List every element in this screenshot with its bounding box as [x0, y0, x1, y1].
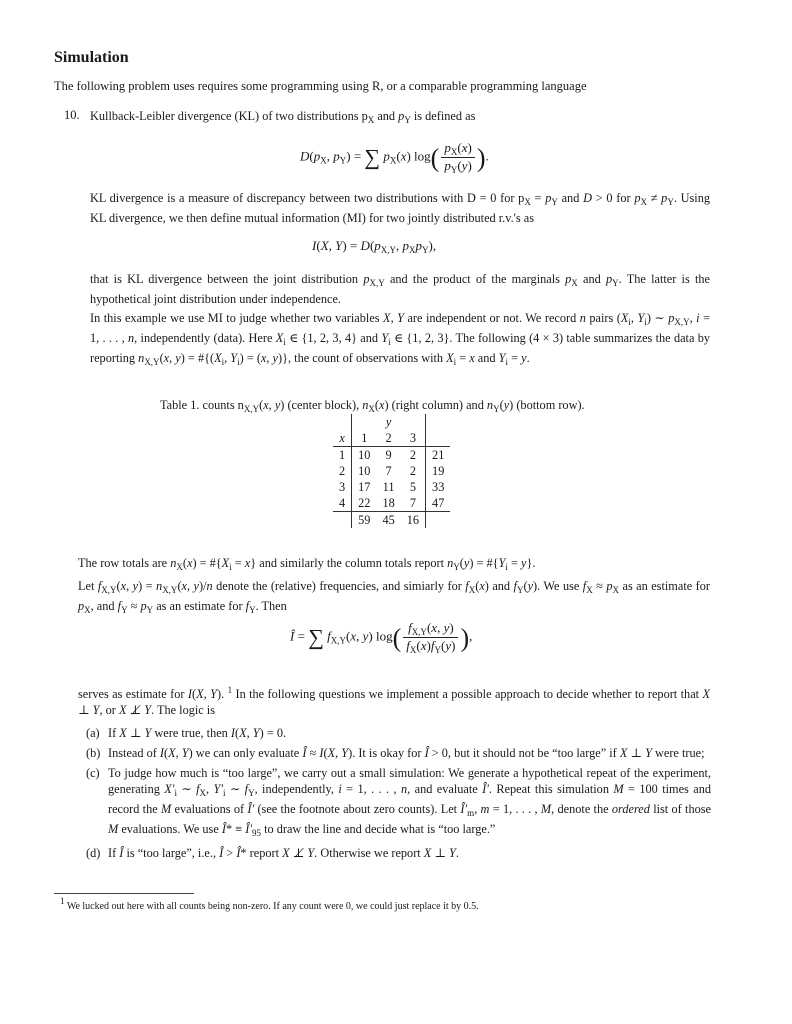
problem-number: 10.: [64, 108, 80, 122]
table-row: 4 22 18 7 47: [333, 495, 450, 512]
counts-table: [333, 414, 450, 528]
col-header: 1: [352, 430, 377, 447]
footnote: 1 We lucked out here with all counts being non-zero. If any count were 0, we could just replace it by 0.5.: [60, 896, 479, 912]
intro-text: The following problem uses requires some programming using R, or a comparable programming language: [54, 79, 587, 93]
table-row: 3 17 11 5 33: [333, 479, 450, 495]
mi-equation: I(X, $Y) = D(p_{X,Y}$, $p_Xp_Y$),: [312, 238, 437, 255]
mi-paragraph: that is KL divergence between the joint distribution $p_{X,Y}$ and the product of the marginals $p_X$ and $p_Y$. The latter is the hypothetical joint distribution under independence.: [90, 272, 710, 306]
kl-equation: $D(p_X$, $p_Y$) = ∑ $p_X(x)$ log( $\frac{p_X(x)}{p_Y(y)}$ ).: [300, 140, 489, 175]
row-totals-text: The row totals are $n_X(x)$ = $\#\{X_i = x\}$ and similarly the column totals report $n_Y(y)$ = $\#\{Y_i = y\}$.: [78, 556, 536, 572]
estimates-text: Let $f_{X,Y}(x$, $y) = n_{X,Y}(x$, y)/n denote the (relative) frequencies, and simiarly for $f_X(x)$ and $f_Y(y)$. We use $f_X \approx p_X$ as an estimate for $p_X$, and $f_Y \approx p_Y$ as an estimate for $f_Y$. Then: [78, 579, 710, 615]
table-caption: Table 1. counts $n_{X,Y}(x$, y) (center block), $n_X(x)$ (right column) and $n_Y(y)$ (bottom row).: [160, 398, 585, 414]
totals-row: 59 45 16: [333, 512, 450, 529]
section-title: Simulation: [54, 49, 129, 66]
list-item: (c) To judge how much is “too large”, we carry out a small simulation: We generate a hypothetical repeat of the experiment, generating $X'_i$ ∼ $f_X$, $Y'_i$ ∼ $f_Y$, independently, i = 1, . . . , n, and evaluate Î′. Repeat this simulation M = 100 times and record the M evaluations of Î′ (see the footnote about zero counts). Let $Î'_m$, m = 1, . . . , M, denote the ordered list of those M evaluations. We use Î* ≡ $Î'_{95}$ to draw the line and decide what is “too large.”: [86, 766, 711, 838]
problem-lead: Kullback-Leibler divergence (KL) of two distributions $p_X$ and $p_Y$ is defined as: [90, 109, 476, 125]
list-item: (b) Instead of I(X, Y) we can only evaluate Î ≈ I(X, Y). It is okay for Î > 0, but it should not be “too large” if X ⊥ Y were true;: [86, 746, 705, 760]
logic-list: [86, 725, 711, 865]
row-var: x: [339, 430, 345, 445]
col-var: y: [385, 414, 392, 429]
serves-text: serves as estimate for I(X, Y). $^1$ In the following questions we implement a possible approach to decide whether to report that X ⊥ Y, or X ⊥̸ Y. The logic is: [78, 685, 710, 717]
col-header: 3: [409, 430, 416, 445]
col-header: 2: [385, 430, 392, 445]
kl-paragraph: KL divergence is a measure of discrepancy between two distributions with D = 0 for $p_X = p_Y$ and D > 0 for $p_X \ne p_Y$. Using KL divergence, we then define mutual information (MI) for two jointly distributed r.v.'s as: [90, 191, 711, 225]
list-item: (d) If Î is “too large”, i.e., Î > Î* report X ⊥̸ Y. Otherwise we report X ⊥ Y.: [86, 846, 459, 860]
example-paragraph: In this example we use MI to judge whether two variables X, Y are independent or not. We record n pairs ($X_i$, $Y_i$) ∼ $p_{X,Y}$, i = 1, . . . , n, independently (data). Here $X_i$ ∈ {1, 2, 3, 4} and $Y_i$ ∈ {1, 2, 3}. The following (4 × 3) table summarizes the data by reporting $n_{X,Y}(x$, $y) = \#\{(X_i$, $Y_i) = (x$, y)}, the count of observations with $X_i = x$ and $Y_i = y$.: [90, 311, 711, 367]
mi-estimate-equation: Î = ∑ $f_{X,Y}(x$, y) log( $\frac{f_{X,Y}(x, y)}{f_X(x)f_Y(y)}$ ),: [290, 620, 473, 655]
list-item: (a) If X ⊥ Y were true, then I(X, Y) = 0.: [86, 726, 287, 740]
table-row: 1 10 9 2 21: [333, 447, 450, 464]
footnote-rule: [54, 893, 194, 894]
table-row: 2 10 7 2 19: [333, 463, 450, 479]
